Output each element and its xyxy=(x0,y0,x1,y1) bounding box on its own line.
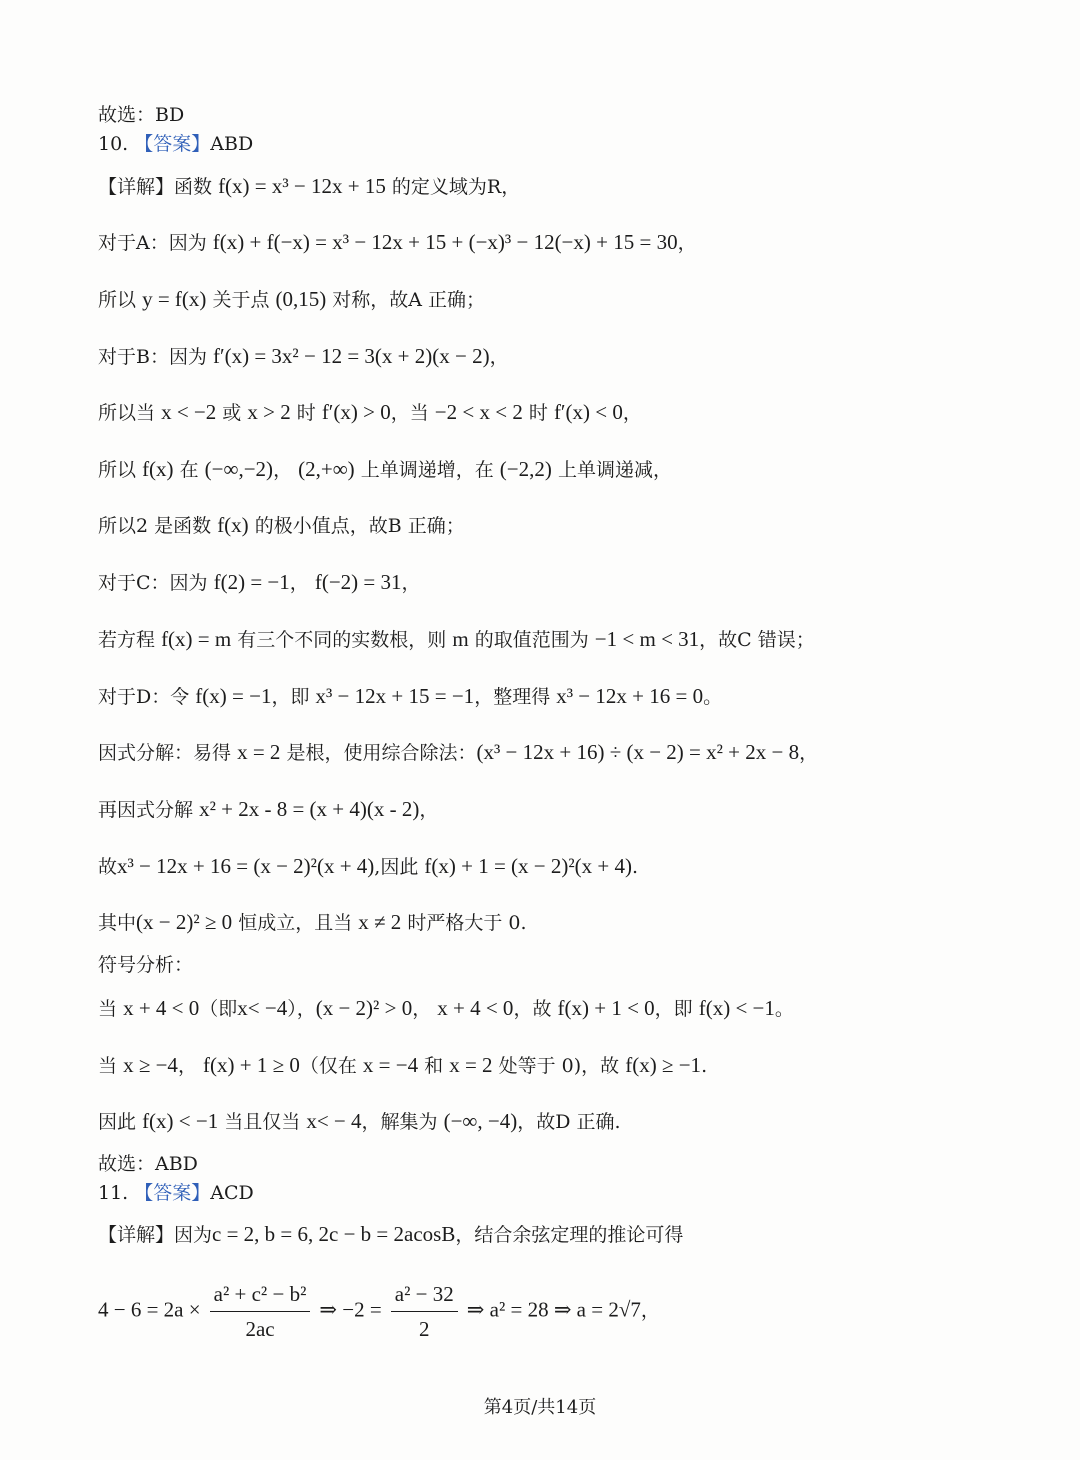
detail-line-14: 其中(x − 2)² ≥ 0 恒成立，且当 x ≠ 2 时严格大于 0. xyxy=(98,910,527,934)
question-10-answer: 10. 【答案】ABD xyxy=(98,133,254,155)
fraction: $\frac{\text{a² − 32}}{2}$ xyxy=(391,1280,458,1343)
detail-line-6: 所以 f(x) 在 (−∞,−2)， (2,+∞) 上单调递增，在 (−2,2) 上单调递减， xyxy=(98,457,672,481)
answer-tag: 【答案】 xyxy=(134,133,211,155)
detail-line-4: 对于B：因为 f′(x) = 3x² − 12 = 3(x + 2)(x − 2)， xyxy=(98,344,509,368)
detail-line-17: 当 x ≥ −4， f(x) + 1 ≥ 0（仅在 x = −4 和 x = 2 处等于 0)，故 f(x) ≥ −1. xyxy=(98,1053,708,1077)
formula: (0,15) xyxy=(275,287,327,311)
formula: y = f(x) xyxy=(142,287,207,311)
detail-line-10: 对于D：令 f(x) = −1，即 x³ − 12x + 15 = −1，整理得 x³ − 12x + 16 = 0。 xyxy=(98,684,723,708)
detail-line-20: 4 − 6 = 2a × $\frac{\text{a² + c² − b²}}{2ac}$ ⇒ −2 = $\frac{\text{a² − 32}}{2}$ ⇒ a² = 28 ⇒ a = 2√7， xyxy=(98,1282,660,1341)
formula: f(x) + f(−x) = x³ − 12x + 15 + (−x)³ − 12(−x) + 15 = 30 xyxy=(212,230,678,254)
detail-line-8: 对于C：因为 f(2) = −1， f(−2) = 31， xyxy=(98,570,421,594)
detail-line-19: 【详解】因为c = 2, b = 6, 2c − b = 2acosB，结合余弦定理的推论可得 xyxy=(98,1222,684,1246)
question-11-answer: 11. 【答案】ACD xyxy=(98,1182,254,1204)
detail-line-16: 当 x + 4 < 0（即x< −4），(x − 2)² > 0， x + 4 < 0，故 f(x) + 1 < 0，即 f(x) < −1。 xyxy=(98,996,794,1020)
detail-line-2: 对于A：因为 f(x) + f(−x) = x³ − 12x + 15 + (−x)³ − 12(−x) + 15 = 30， xyxy=(98,230,697,254)
answer-tag: 【答案】 xyxy=(134,1182,211,1204)
detail-line-12: 再因式分解 x² + 2x - 8 = (x + 4)(x - 2)， xyxy=(98,797,439,821)
detail-line-11: 因式分解：易得 x = 2 是根，使用综合除法：(x³ − 12x + 16) ÷ (x − 2) = x² + 2x − 8， xyxy=(98,740,819,764)
answer-choice-10: 故选：ABD xyxy=(98,1153,198,1175)
detail-line-18: 因此 f(x) < −1 当且仅当 x< − 4，解集为 (−∞, −4)，故D 正确. xyxy=(98,1109,621,1133)
answer-choice-9: 故选：BD xyxy=(98,104,185,126)
detail-line-9: 若方程 f(x) = m 有三个不同的实数根，则 m 的取值范围为 −1 < m < 31，故C 错误； xyxy=(98,627,815,651)
fraction: $\frac{\text{a² + c² − b²}}{2ac}$ xyxy=(210,1280,311,1343)
detail-line-1: 【详解】函数 f(x) = x³ − 12x + 15 的定义域为R， xyxy=(98,174,521,198)
detail-line-3: 所以 y = f(x) 关于点 (0,15) 对称，故A 正确； xyxy=(98,287,486,311)
detail-line-7: 所以2 是函数 f(x) 的极小值点，故B 正确； xyxy=(98,513,465,537)
detail-line-13: 故x³ − 12x + 16 = (x − 2)²(x + 4),因此 f(x) + 1 = (x − 2)²(x + 4). xyxy=(98,854,639,878)
detail-line-15: 符号分析： xyxy=(98,954,194,976)
formula: f′(x) = 3x² − 12 = 3(x + 2)(x − 2) xyxy=(213,344,490,368)
formula: f(x) = x³ − 12x + 15 xyxy=(218,174,386,198)
detail-line-5: 所以当 x < −2 或 x > 2 时 f′(x) > 0，当 −2 < x < 2 时 f′(x) < 0， xyxy=(98,400,642,424)
page-indicator: 第4页/共14页 xyxy=(483,1397,597,1418)
